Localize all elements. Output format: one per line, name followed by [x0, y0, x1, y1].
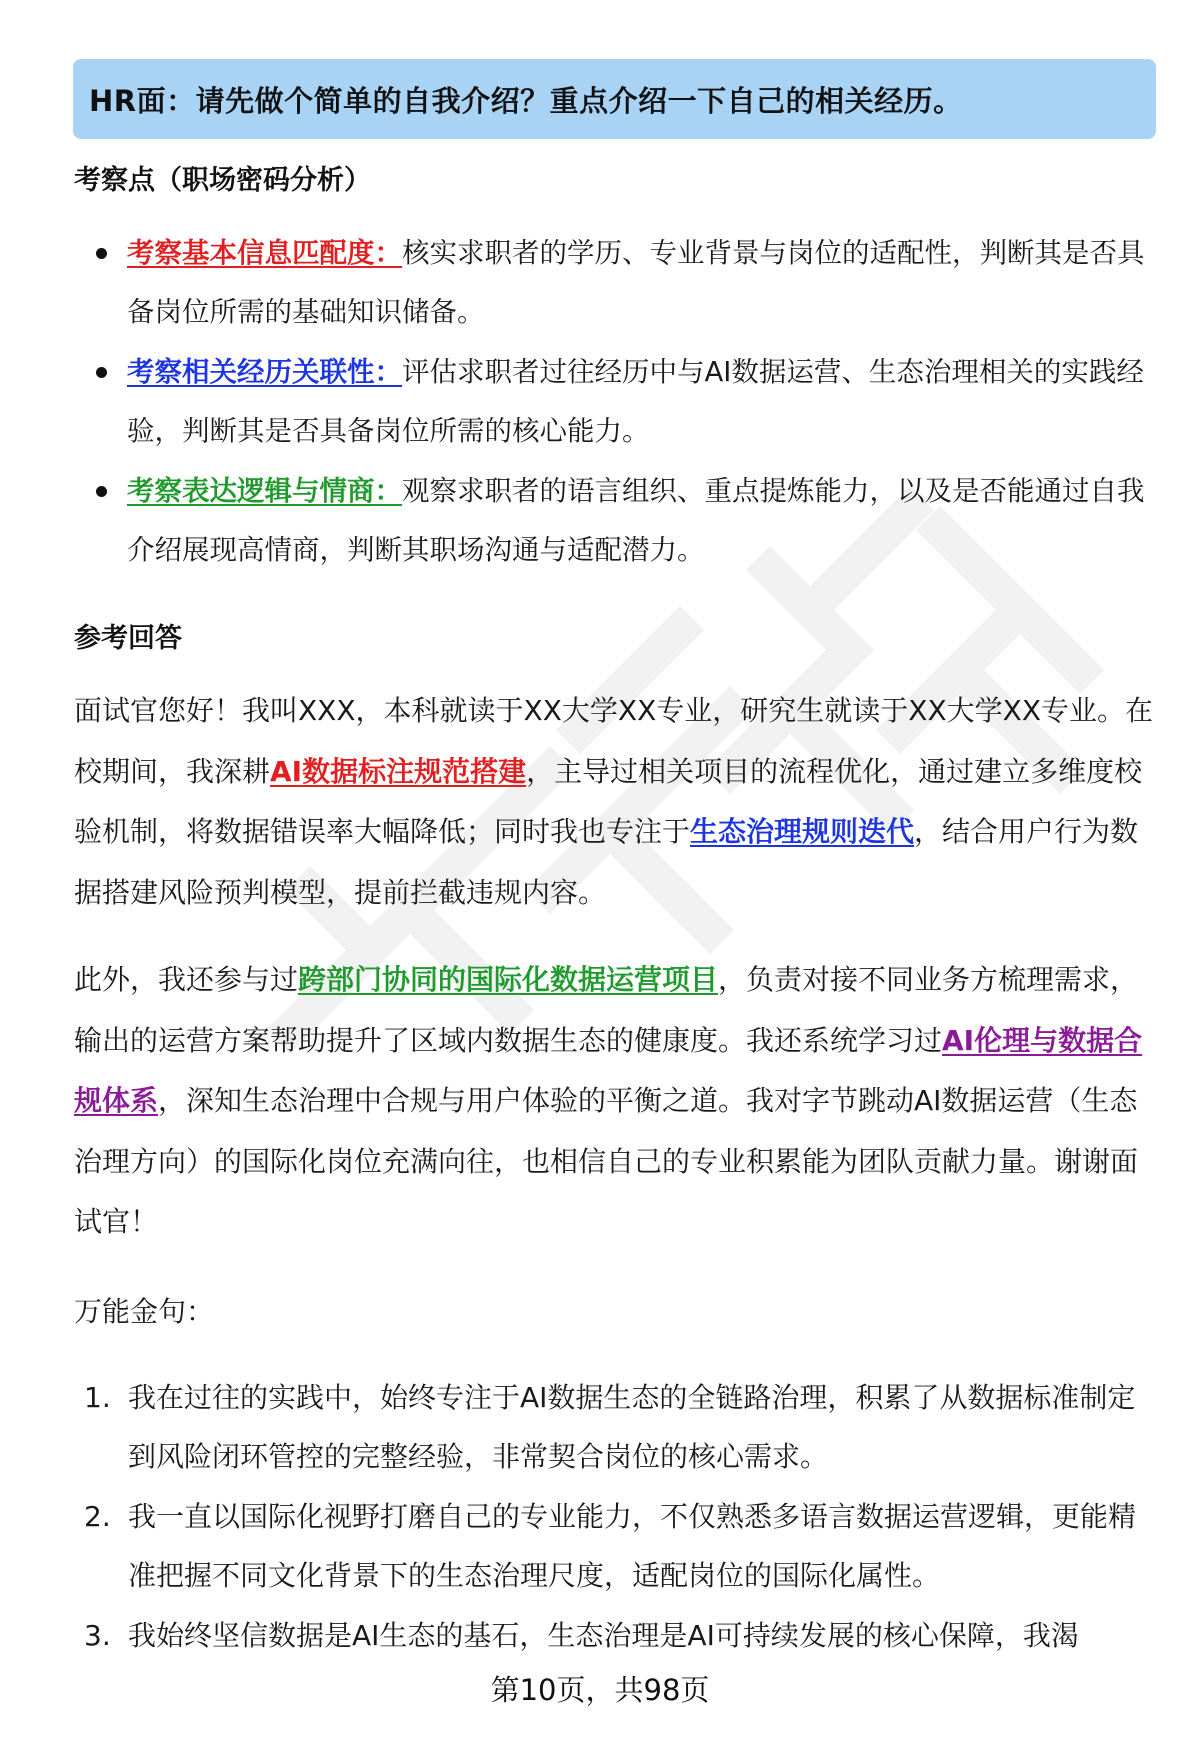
question-text: HR面：请先做个简单的自我介绍？重点介绍一下自己的相关经历。 [89, 83, 963, 118]
answer-text: 此外，我还参与过 [74, 963, 299, 996]
highlight-keyword: AI数据标注规范搭建 [270, 754, 527, 788]
item-number: 2. [84, 1500, 111, 1533]
analysis-item [96, 224, 1162, 342]
analysis-heading: 考察点（职场密码分析） [74, 165, 371, 196]
item-text: 我一直以国际化视野打磨自己的专业能力，不仅熟悉多语言数据运营逻辑，更能精准把握不同文化背景下的生态治理尺度，适配岗位的国际化属性。 [128, 1500, 1137, 1592]
answer-heading: 参考回答 [74, 623, 182, 654]
analysis-list [96, 224, 1162, 581]
golden-heading: 万能金句： [74, 1295, 215, 1328]
answer-paragraph-1 [74, 681, 1164, 923]
analysis-item [96, 343, 1162, 461]
page-number: 第10页，共98页 [490, 1673, 710, 1707]
answer-text: ，结合用户行为数据搭建风险预判模型，提前拦截违规内容。 [74, 815, 1139, 909]
answer-paragraph-2 [74, 950, 1164, 1253]
answer-text: ，主导过相关项目的流程优化，通过建立多维度校验机制，将数据错误率大幅降低；同时我也专注于 [74, 754, 1143, 848]
item-text: 我在过往的实践中，始终专注于AI数据生态的全链路治理，积累了从数据标准制定到风险闭环管控的完整经验，非常契合岗位的核心需求。 [128, 1381, 1136, 1473]
question-banner [73, 59, 1156, 139]
item-text: 我始终坚信数据是AI生态的基石，生态治理是AI可持续发展的核心保障，我渴 [128, 1619, 1079, 1652]
golden-item [84, 1368, 1162, 1486]
analysis-text: 观察求职者的语言组织、重点提炼能力，以及是否能通过自我介绍展现高情商，判断其职场沟通与适配潜力。 [127, 475, 1145, 566]
highlight-keyword: 跨部门协同的国际化数据运营项目 [298, 963, 719, 996]
answer-text: ，负责对接不同业务方梳理需求，输出的运营方案帮助提升了区域内数据生态的健康度。我还系统学习过 [74, 963, 1139, 1057]
item-number: 1. [84, 1381, 111, 1414]
analysis-text: 核实求职者的学历、专业背景与岗位的适配性，判断其是否具备岗位所需的基础知识储备。 [127, 237, 1145, 328]
analysis-keyword: 考察相关经历关联性： [127, 356, 402, 388]
golden-item [84, 1606, 1162, 1665]
golden-item [84, 1487, 1162, 1605]
analysis-keyword: 考察表达逻辑与情商： [127, 475, 402, 507]
highlight-keyword: AI伦理与数据合规体系 [74, 1023, 1143, 1117]
answer-text: 面试官您好！我叫XXX，本科就读于XX大学XX专业，研究生就读于XX大学XX专业。在校期间，我深耕 [74, 694, 1154, 788]
golden-list [84, 1368, 1162, 1666]
item-number: 3. [84, 1619, 111, 1652]
analysis-keyword: 考察基本信息匹配度： [127, 237, 402, 269]
answer-text: ，深知生态治理中合规与用户体验的平衡之道。我对字节跳动AI数据运营（生态治理方向）的国际化岗位充满向往，也相信自己的专业积累能为团队贡献力量。谢谢面试官！ [74, 1084, 1139, 1238]
highlight-keyword: 生态治理规则迭代 [690, 815, 915, 848]
analysis-text: 评估求职者过往经历中与AI数据运营、生态治理相关的实践经验，判断其是否具备岗位所需的核心能力。 [127, 356, 1144, 447]
analysis-item [96, 462, 1162, 580]
